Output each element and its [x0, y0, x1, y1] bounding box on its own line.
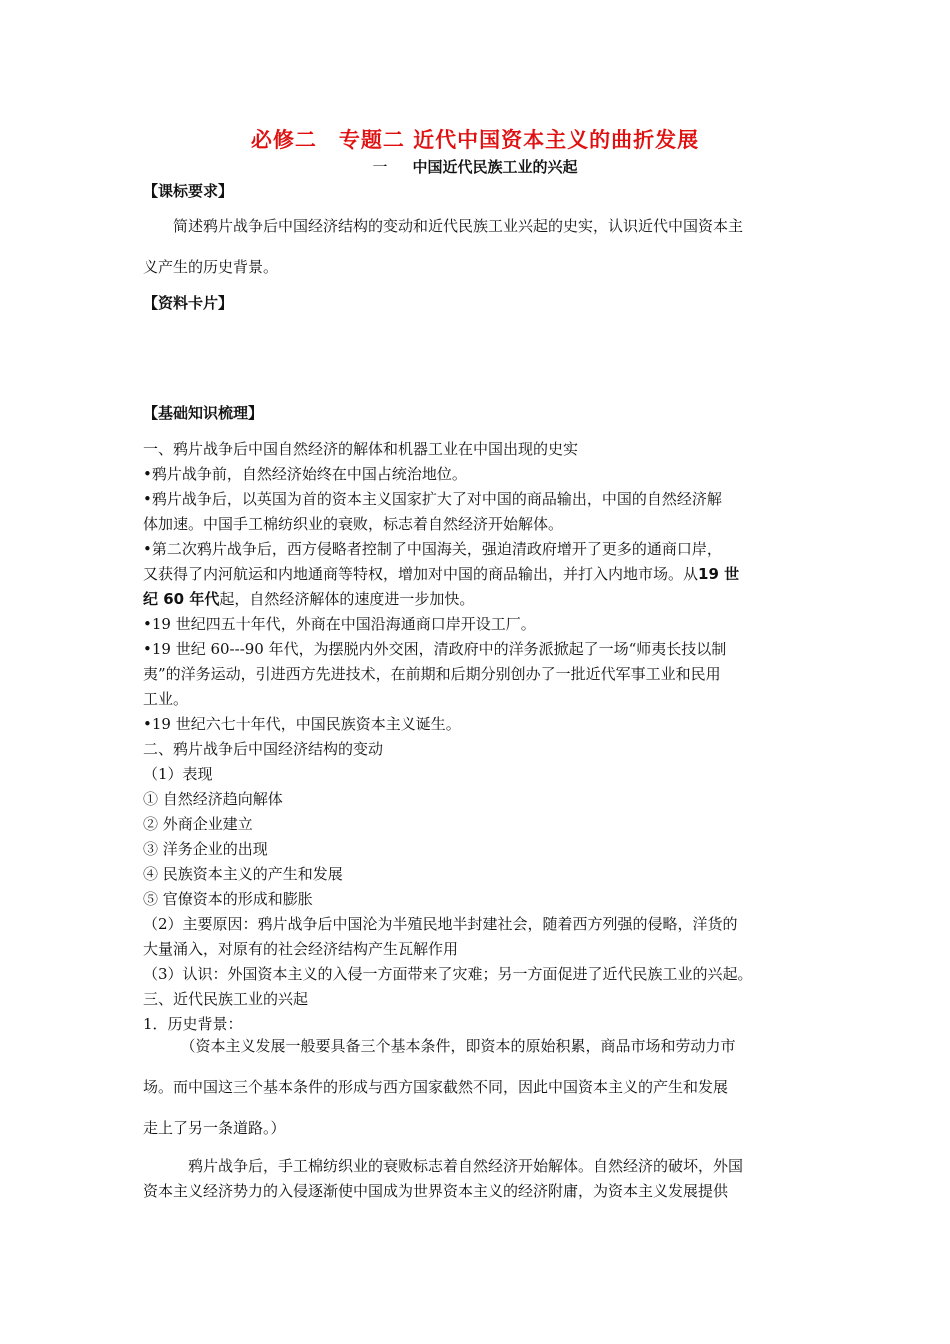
body-line: 工业。 — [143, 690, 189, 708]
body-line: 夷”的洋务运动，引进西方先进技术，在前期和后期分别创办了一批近代军事工业和民用 — [143, 665, 721, 683]
body-line: ⑤ 官僚资本的形成和膨胀 — [143, 890, 313, 908]
bold-text: 19 世 — [698, 565, 740, 583]
body-line: 二、鸦片战争后中国经济结构的变动 — [143, 740, 384, 758]
body-line: ④ 民族资本主义的产生和发展 — [143, 865, 343, 883]
body-line: 走上了另一条道路。） — [143, 1119, 286, 1137]
body-line: 场。而中国这三个基本条件的形成与西方国家截然不同，因此中国资本主义的产生和发展 — [143, 1078, 729, 1096]
body-line: 资本主义经济势力的入侵逐渐使中国成为世界资本主义的经济附庸，为资本主义发展提供 — [143, 1182, 729, 1200]
body-line: ① 自然经济趋向解体 — [143, 790, 283, 808]
body-line: •19 世纪六七十年代，中国民族资本主义诞生。 — [143, 715, 461, 733]
body-line: ② 外商企业建立 — [143, 815, 253, 833]
body-line: 三、近代民族工业的兴起 — [143, 990, 309, 1008]
body-line: 大量涌入，对原有的社会经济结构产生瓦解作用 — [143, 940, 459, 958]
body-line: 体加速。中国手工棉纺织业的衰败，标志着自然经济开始解体。 — [143, 515, 564, 533]
body-line: （2）主要原因：鸦片战争后中国沦为半殖民地半封建社会，随着西方列强的侵略，洋货的 — [143, 915, 738, 933]
kebiao-text-line-2: 义产生的历史背景。 — [143, 258, 279, 276]
subtitle-number: 一 — [372, 158, 388, 176]
body-text: 又获得了内河航运和内地通商等特权，增加对中国的商品输出，并打入内地市场。从 — [143, 565, 699, 583]
ziliao-heading: 【资料卡片】 — [143, 294, 234, 312]
body-line: 1．历史背景： — [143, 1015, 243, 1033]
body-line — [143, 563, 739, 584]
body-line: •鸦片战争后，以英国为首的资本主义国家扩大了对中国的商品输出，中国的自然经济解 — [143, 490, 722, 508]
body-line: （3）认识：外国资本主义的入侵一方面带来了灾难；另一方面促进了近代民族工业的兴起。 — [143, 965, 753, 983]
body-line: 鸦片战争后，手工棉纺织业的衰败标志着自然经济开始解体。自然经济的破坏，外国 — [143, 1157, 744, 1175]
body-line: •19 世纪 60---90 年代，为摆脱内外交困，清政府中的洋务派掀起了一场“师夷长技以制 — [143, 640, 727, 658]
body-line: ③ 洋务企业的出现 — [143, 840, 268, 858]
document-title: 必修二 专题二 近代中国资本主义的曲折发展 — [250, 128, 700, 152]
body-line: •第二次鸦片战争后，西方侵略者控制了中国海关，强迫清政府增开了更多的通商口岸， — [143, 540, 722, 558]
body-line — [143, 588, 474, 609]
body-line: •19 世纪四五十年代，外商在中国沿海通商口岸开设工厂。 — [143, 615, 536, 633]
body-line: •鸦片战争前，自然经济始终在中国占统治地位。 — [143, 465, 467, 483]
kebiao-text-line-1: 简述鸦片战争后中国经济结构的变动和近代民族工业兴起的史实，认识近代中国资本主 — [143, 217, 744, 235]
bold-text: 纪 60 年代 — [143, 590, 220, 608]
subtitle-text: 中国近代民族工业的兴起 — [412, 158, 578, 176]
kebiao-heading: 【课标要求】 — [143, 182, 234, 200]
body-line: （资本主义发展一般要具备三个基本条件，即资本的原始积累，商品市场和劳动力市 — [143, 1037, 736, 1055]
jichu-heading: 【基础知识梳理】 — [143, 404, 264, 422]
body-text: 起，自然经济解体的速度进一步加快。 — [219, 590, 475, 608]
body-line: 一、鸦片战争后中国自然经济的解体和机器工业在中国出现的史实 — [143, 440, 579, 458]
body-line: （1）表现 — [143, 765, 213, 783]
section-subtitle — [0, 156, 950, 177]
